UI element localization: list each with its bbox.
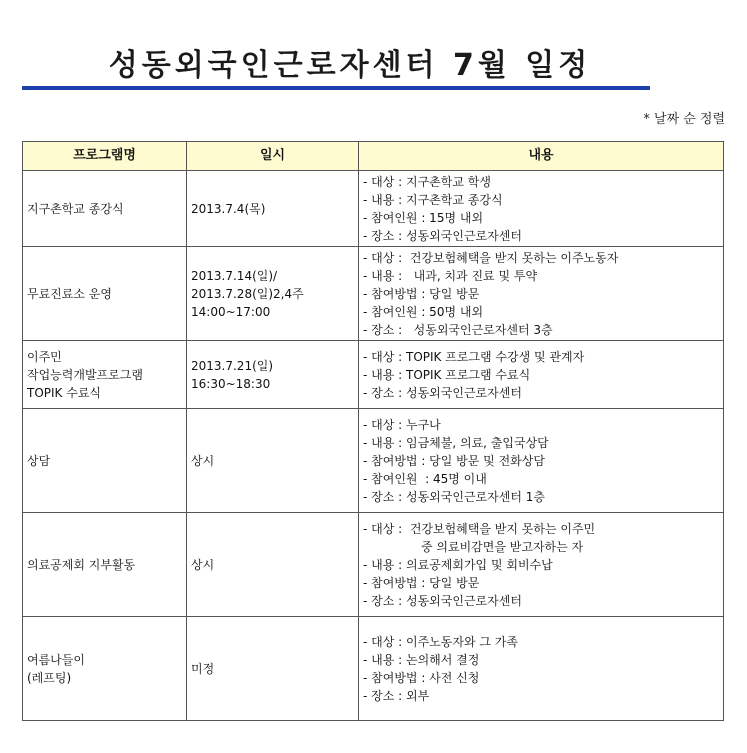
header-content: 내용 [359,142,724,171]
content-line: - 대상 : 지구촌학교 학생 [363,174,491,189]
table-row [23,341,724,409]
content-line: - 대상 : 건강보험혜택을 받지 못하는 이주민 [363,521,596,536]
content-line: 중 의료비감면을 받고자하는 자 [421,539,584,554]
content-line: - 참여방법 : 당일 방문 [363,286,480,301]
datetime-line: 상시 [191,557,215,572]
table-row [23,617,724,721]
program-cell [23,247,187,341]
table-row [23,513,724,617]
content-line: - 참여인원 : 50명 내외 [363,304,484,319]
header-program: 프로그램명 [23,142,187,171]
content-line: - 장소 : 성동외국인근로자센터 3층 [363,322,553,337]
content-line: - 내용 : 지구촌학교 종강식 [363,192,503,207]
content-line: - 참여방법 : 당일 방문 [363,575,480,590]
content-line: - 장소 : 성동외국인근로자센터 [363,593,522,608]
datetime-cell [187,171,359,247]
datetime-cell [187,513,359,617]
program-cell [23,513,187,617]
program-line: 상담 [27,453,51,468]
datetime-line: 16:30~18:30 [191,376,271,391]
content-cell [359,341,724,409]
schedule-table [22,141,724,721]
content-line: - 참여인원 : 15명 내외 [363,210,484,225]
content-line: - 참여인원 : 45명 이내 [363,471,487,486]
program-line: (레프팅) [27,670,72,685]
datetime-line: 2013.7.21(일) [191,358,274,373]
content-line: - 내용 : 논의해서 결정 [363,652,480,667]
datetime-line: 2013.7.4(목) [191,201,266,216]
program-cell [23,341,187,409]
datetime-line: 2013.7.14(일)/ [191,268,278,283]
content-line: - 대상 : 누구나 [363,417,441,432]
program-cell [23,409,187,513]
content-cell [359,171,724,247]
content-line: - 대상 : TOPIK 프로그램 수강생 및 관계자 [363,349,585,364]
content-line: - 대상 : 건강보험혜택을 받지 못하는 이주노동자 [363,250,619,265]
content-line: - 내용 : TOPIK 프로그램 수료식 [363,367,531,382]
header-datetime: 일시 [187,142,359,171]
datetime-cell [187,617,359,721]
program-line: 지구촌학교 종강식 [27,201,124,216]
content-cell [359,247,724,341]
content-line: - 참여방법 : 사전 신청 [363,670,480,685]
content-cell [359,513,724,617]
content-line: - 내용 : 의료공제회가입 및 회비수납 [363,557,553,572]
content-line: - 내용 : 내과, 치과 진료 및 투약 [363,268,538,283]
table-row [23,171,724,247]
page-title: 성동외국인근로자센터 7월 일정 [108,48,592,83]
datetime-line: 2013.7.28(일)2,4주 [191,286,304,301]
program-cell [23,171,187,247]
title-underline [22,86,650,90]
content-line: - 내용 : 임금체불, 의료, 출입국상담 [363,435,549,450]
program-line: 의료공제회 지부활동 [27,557,136,572]
program-line: 여름나들이 [27,652,85,667]
program-line: TOPIK 수료식 [27,385,102,400]
datetime-line: 미정 [191,661,215,676]
content-line: - 장소 : 성동외국인근로자센터 [363,228,522,243]
content-cell [359,617,724,721]
datetime-cell [187,341,359,409]
table-row [23,247,724,341]
content-line: - 대상 : 이주노동자와 그 가족 [363,634,518,649]
content-line: - 참여방법 : 당일 방문 및 전화상담 [363,453,545,468]
table-header-row [23,142,724,171]
content-line: - 장소 : 성동외국인근로자센터 1층 [363,489,545,504]
content-line: - 장소 : 성동외국인근로자센터 [363,385,522,400]
program-cell [23,617,187,721]
program-line: 이주민 [27,349,62,364]
program-line: 작업능력개발프로그램 [27,367,143,382]
content-cell [359,409,724,513]
datetime-cell [187,247,359,341]
content-line: - 장소 : 외부 [363,688,430,703]
sort-note: * 날짜 순 정렬 [643,112,725,127]
datetime-line: 14:00~17:00 [191,304,271,319]
datetime-cell [187,409,359,513]
datetime-line: 상시 [191,453,215,468]
program-line: 무료진료소 운영 [27,286,112,301]
table-row [23,409,724,513]
